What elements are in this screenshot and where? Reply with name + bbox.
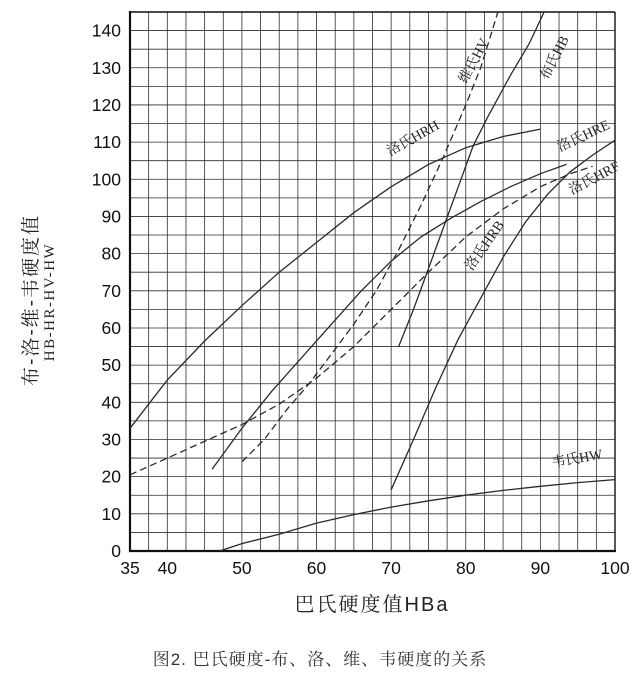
x-tick-label: 80 xyxy=(456,558,476,578)
y-tick-label: 10 xyxy=(101,503,121,524)
y-tick-label: 20 xyxy=(101,466,121,487)
y-axis-title-cjk: 布-洛-维-韦硬度值 xyxy=(21,214,42,386)
x-tick-label: 40 xyxy=(157,558,178,578)
curve-label-HRE: 洛氏HRE xyxy=(555,118,613,156)
y-tick-label: 110 xyxy=(93,132,121,153)
y-tick-label: 30 xyxy=(101,429,121,450)
y-tick-label: 0 xyxy=(111,541,121,561)
curve-label-HRH: 洛氏HRH xyxy=(384,118,443,160)
y-tick-label: 140 xyxy=(91,20,121,41)
curve-label-HV: 维氏HV xyxy=(456,36,493,87)
y-tick-label: 40 xyxy=(101,392,121,413)
curve-label-HRB: 洛氏HRB xyxy=(462,218,508,274)
y-axis-title-latin: HB-HR-HV-HW xyxy=(42,242,58,362)
y-tick-label: 130 xyxy=(91,57,121,78)
x-tick-label: 90 xyxy=(530,558,551,578)
curve-label-HW: 韦氏HW xyxy=(550,447,604,472)
y-tick-label: 50 xyxy=(101,355,121,376)
curve-HRE xyxy=(212,164,566,469)
x-tick-label: 70 xyxy=(381,558,401,578)
y-tick-label: 70 xyxy=(101,280,121,301)
curve-label-HB: 布氏HB xyxy=(537,33,573,83)
figure-caption: 图2. 巴氏硬度-布、洛、维、韦硬度的关系 xyxy=(152,650,488,669)
y-tick-label: 100 xyxy=(91,169,121,190)
x-tick-label: 100 xyxy=(600,558,630,578)
curve-HW xyxy=(220,480,616,551)
y-tick-label: 80 xyxy=(101,243,121,264)
curve-HRF xyxy=(130,166,593,475)
x-tick-label: 60 xyxy=(306,558,327,578)
curve-label-HRF: 洛氏HRF xyxy=(566,159,623,199)
x-axis-title: 巴氏硬度值HBa xyxy=(294,594,450,616)
y-tick-label: 60 xyxy=(101,317,121,338)
x-tick-label: 35 xyxy=(120,558,140,578)
x-tick-label: 50 xyxy=(232,558,252,578)
y-tick-label: 120 xyxy=(91,94,121,115)
y-tick-label: 90 xyxy=(101,206,121,227)
